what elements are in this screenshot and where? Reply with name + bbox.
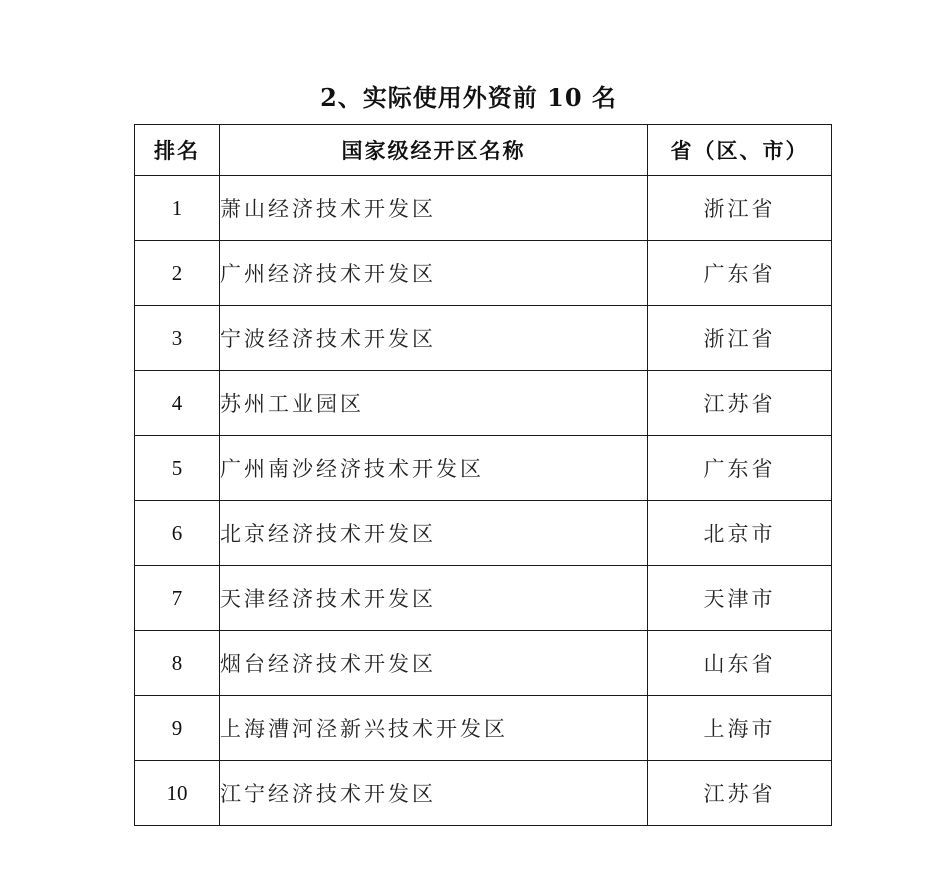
zone-name-cell: 天津经济技术开发区 bbox=[220, 566, 648, 631]
zone-name-cell: 萧山经济技术开发区 bbox=[220, 176, 648, 241]
zone-name-cell: 烟台经济技术开发区 bbox=[220, 631, 648, 696]
zone-name-cell: 北京经济技术开发区 bbox=[220, 501, 648, 566]
header-rank: 排名 bbox=[135, 125, 220, 176]
table-row bbox=[135, 436, 832, 501]
table-row bbox=[135, 696, 832, 761]
zone-name-cell: 上海漕河泾新兴技术开发区 bbox=[220, 696, 648, 761]
ranking-table bbox=[134, 124, 832, 826]
province-cell: 山东省 bbox=[648, 631, 832, 696]
zone-name-cell: 广州经济技术开发区 bbox=[220, 241, 648, 306]
table-row bbox=[135, 241, 832, 306]
province-cell: 江苏省 bbox=[648, 371, 832, 436]
rank-cell: 3 bbox=[135, 306, 220, 371]
province-cell: 广东省 bbox=[648, 241, 832, 306]
zone-name-cell: 苏州工业园区 bbox=[220, 371, 648, 436]
table-row bbox=[135, 631, 832, 696]
province-cell: 天津市 bbox=[648, 566, 832, 631]
rank-cell: 7 bbox=[135, 566, 220, 631]
province-cell: 广东省 bbox=[648, 436, 832, 501]
province-cell: 上海市 bbox=[648, 696, 832, 761]
header-province: 省（区、市） bbox=[648, 125, 832, 176]
table-row bbox=[135, 761, 832, 826]
rank-cell: 9 bbox=[135, 696, 220, 761]
table-row bbox=[135, 501, 832, 566]
table-row bbox=[135, 176, 832, 241]
rank-cell: 5 bbox=[135, 436, 220, 501]
zone-name-cell: 江宁经济技术开发区 bbox=[220, 761, 648, 826]
rank-cell: 1 bbox=[135, 176, 220, 241]
zone-name-cell: 宁波经济技术开发区 bbox=[220, 306, 648, 371]
rank-cell: 10 bbox=[135, 761, 220, 826]
province-cell: 浙江省 bbox=[648, 306, 832, 371]
table-row bbox=[135, 566, 832, 631]
table-row bbox=[135, 371, 832, 436]
province-cell: 北京市 bbox=[648, 501, 832, 566]
rank-cell: 8 bbox=[135, 631, 220, 696]
zone-name-cell: 广州南沙经济技术开发区 bbox=[220, 436, 648, 501]
province-cell: 江苏省 bbox=[648, 761, 832, 826]
table-row bbox=[135, 306, 832, 371]
header-zone-name: 国家级经开区名称 bbox=[220, 125, 648, 176]
province-cell: 浙江省 bbox=[648, 176, 832, 241]
rank-cell: 6 bbox=[135, 501, 220, 566]
rank-cell: 2 bbox=[135, 241, 220, 306]
table-header-row bbox=[135, 125, 832, 176]
rank-cell: 4 bbox=[135, 371, 220, 436]
document-title: 2、实际使用外资前 10 名 bbox=[320, 83, 617, 112]
